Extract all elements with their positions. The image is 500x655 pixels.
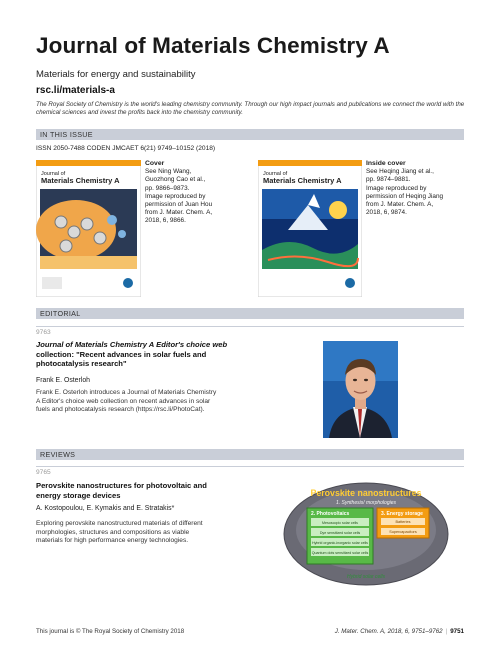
ga-row-left: Hybrid organic-inorganic solar cells xyxy=(312,540,368,545)
journal-subtitle: Materials for energy and sustainability xyxy=(36,69,196,80)
cover-caption-line: from J. Mater. Chem. A, xyxy=(145,209,213,217)
editorial-abstract-line: A Editor's choice web collection on recent advances in solar xyxy=(36,397,211,405)
cover-caption-line: pp. 9866–9873. xyxy=(145,184,190,192)
issn-line: ISSN 2050-7488 CODEN JMCAET 6(21) 9749–10152 (2018) xyxy=(36,145,216,152)
ga-title: Perovskite nanostructures xyxy=(310,488,422,498)
reviews-label: REVIEWS xyxy=(40,450,76,459)
editor-photo xyxy=(323,341,398,438)
graphical-abstract xyxy=(283,482,449,586)
cover-caption-line: See Ning Wang, xyxy=(145,168,192,176)
editorial-title-line: photocatalysis research" xyxy=(36,359,127,369)
cover-illustration xyxy=(36,160,141,297)
inside-cover-caption-line: 2018, 6, 9874. xyxy=(366,209,407,217)
inside-cover-caption-line: pp. 9874–9881. xyxy=(366,176,411,184)
reviews-abstract-line: morphologies, structures and compositions as viable xyxy=(36,528,190,536)
in-this-issue-label: IN THIS ISSUE xyxy=(40,130,93,139)
cover-mini-title-2: Materials Chemistry A xyxy=(41,176,120,185)
reviews-author: A. Kostopoulou, E. Kymakis and E. Stratakis* xyxy=(36,505,175,512)
editorial-title-line: collection: "Recent advances in solar fuels and xyxy=(36,349,207,359)
ga-subtitle: 1. Synthesis/ morphologies xyxy=(335,500,397,506)
reviews-rule xyxy=(36,466,464,467)
graphical-abstract-svg xyxy=(283,482,449,586)
editorial-abstract xyxy=(36,389,286,415)
editor-portrait xyxy=(323,341,398,438)
editorial-rule xyxy=(36,326,464,327)
footer-copyright: This journal is © The Royal Society of Chemistry 2018 xyxy=(36,628,185,635)
reviews-page: 9765 xyxy=(36,469,51,476)
cover-image[interactable] xyxy=(36,160,141,297)
editorial-label: EDITORIAL xyxy=(40,309,81,318)
inside-cover-mini-title-2: Materials Chemistry A xyxy=(263,176,342,185)
cover-caption-line: permission of Juan Hou xyxy=(145,201,213,209)
ga-storage: 3. Energy storage xyxy=(381,511,423,517)
ga-row-right: Supercapacitors xyxy=(389,530,417,534)
inside-cover-caption-line: from J. Mater. Chem. A, xyxy=(366,201,434,209)
inside-cover-caption xyxy=(366,160,466,217)
footer-journal-ref: J. Mater. Chem. A, 2018, 6, 9751–9762 xyxy=(334,628,443,635)
reviews-abstract-line: Exploring perovskite nanostructured materials of different xyxy=(36,520,203,527)
footer-reference xyxy=(335,628,464,635)
journal-url[interactable]: rsc.li/materials-a xyxy=(36,85,115,96)
reviews-title-line: Perovskite nanostructures for photovoltaic and xyxy=(36,481,207,490)
editorial-author: Frank E. Osterloh xyxy=(36,377,90,384)
cover-caption-line: 2018, 6, 9866. xyxy=(145,217,186,225)
ga-row-left: Dye sensitized solar cells xyxy=(319,530,361,535)
inside-cover-caption-line: See Heqing Jiang et al., xyxy=(366,168,434,176)
inside-cover-illustration xyxy=(258,160,362,297)
ga-row-left: Quantum dots sensitized solar cells xyxy=(311,550,369,555)
journal-title: Journal of Materials Chemistry A xyxy=(36,33,390,58)
in-this-issue-bar xyxy=(36,129,464,140)
reviews-abstract-line: materials for high performance energy technologies. xyxy=(36,537,189,545)
reviews-title-line: energy storage devices xyxy=(36,490,121,500)
cover-caption xyxy=(145,160,240,226)
ga-bottom-text: Hybrid solar cells xyxy=(346,574,386,580)
inside-cover-heading: Inside cover xyxy=(366,160,406,167)
cover-mini-title-1: Journal of xyxy=(41,171,66,177)
inside-cover-caption-line: Image reproduced by xyxy=(366,184,427,192)
inside-cover-caption-line: permission of Heqing Jiang xyxy=(366,192,444,200)
editorial-page: 9763 xyxy=(36,329,51,336)
editorial-bar xyxy=(36,308,464,319)
reviews-bar xyxy=(36,449,464,460)
reviews-title[interactable] xyxy=(36,481,286,500)
editorial-title-line: Journal of Materials Chemistry A Editor's choice web xyxy=(36,340,228,349)
ga-row-left: Mesoscopic solar cells xyxy=(322,520,358,525)
editorial-title[interactable] xyxy=(36,340,286,369)
cover-caption-line: Guozhong Cao et al., xyxy=(145,176,206,184)
footer-separator: | xyxy=(445,628,448,635)
editorial-abstract-line: Frank E. Osterloh introduces a Journal of Materials Chemistry xyxy=(36,389,217,396)
editorial-abstract-line: fuels and photocatalysis research (https://rsc.li/PhotoCat). xyxy=(36,406,205,414)
inside-cover-image[interactable] xyxy=(258,160,362,297)
footer-page-number: 9751 xyxy=(450,628,464,635)
ga-photovoltaics: 2. Photovoltaics xyxy=(311,511,350,517)
ga-row-right: Batteries xyxy=(395,520,411,524)
inside-cover-mini-title-1: Journal of xyxy=(263,171,288,177)
rsc-description: The Royal Society of Chemistry is the world's leading chemistry community. Through our high impact journals and publications we connect the world with the chemical sciences and invest the profits back into the chemistry community. xyxy=(36,101,465,117)
cover-heading: Cover xyxy=(145,160,165,167)
cover-caption-line: Image reproduced by xyxy=(145,192,206,200)
reviews-abstract xyxy=(36,520,286,546)
